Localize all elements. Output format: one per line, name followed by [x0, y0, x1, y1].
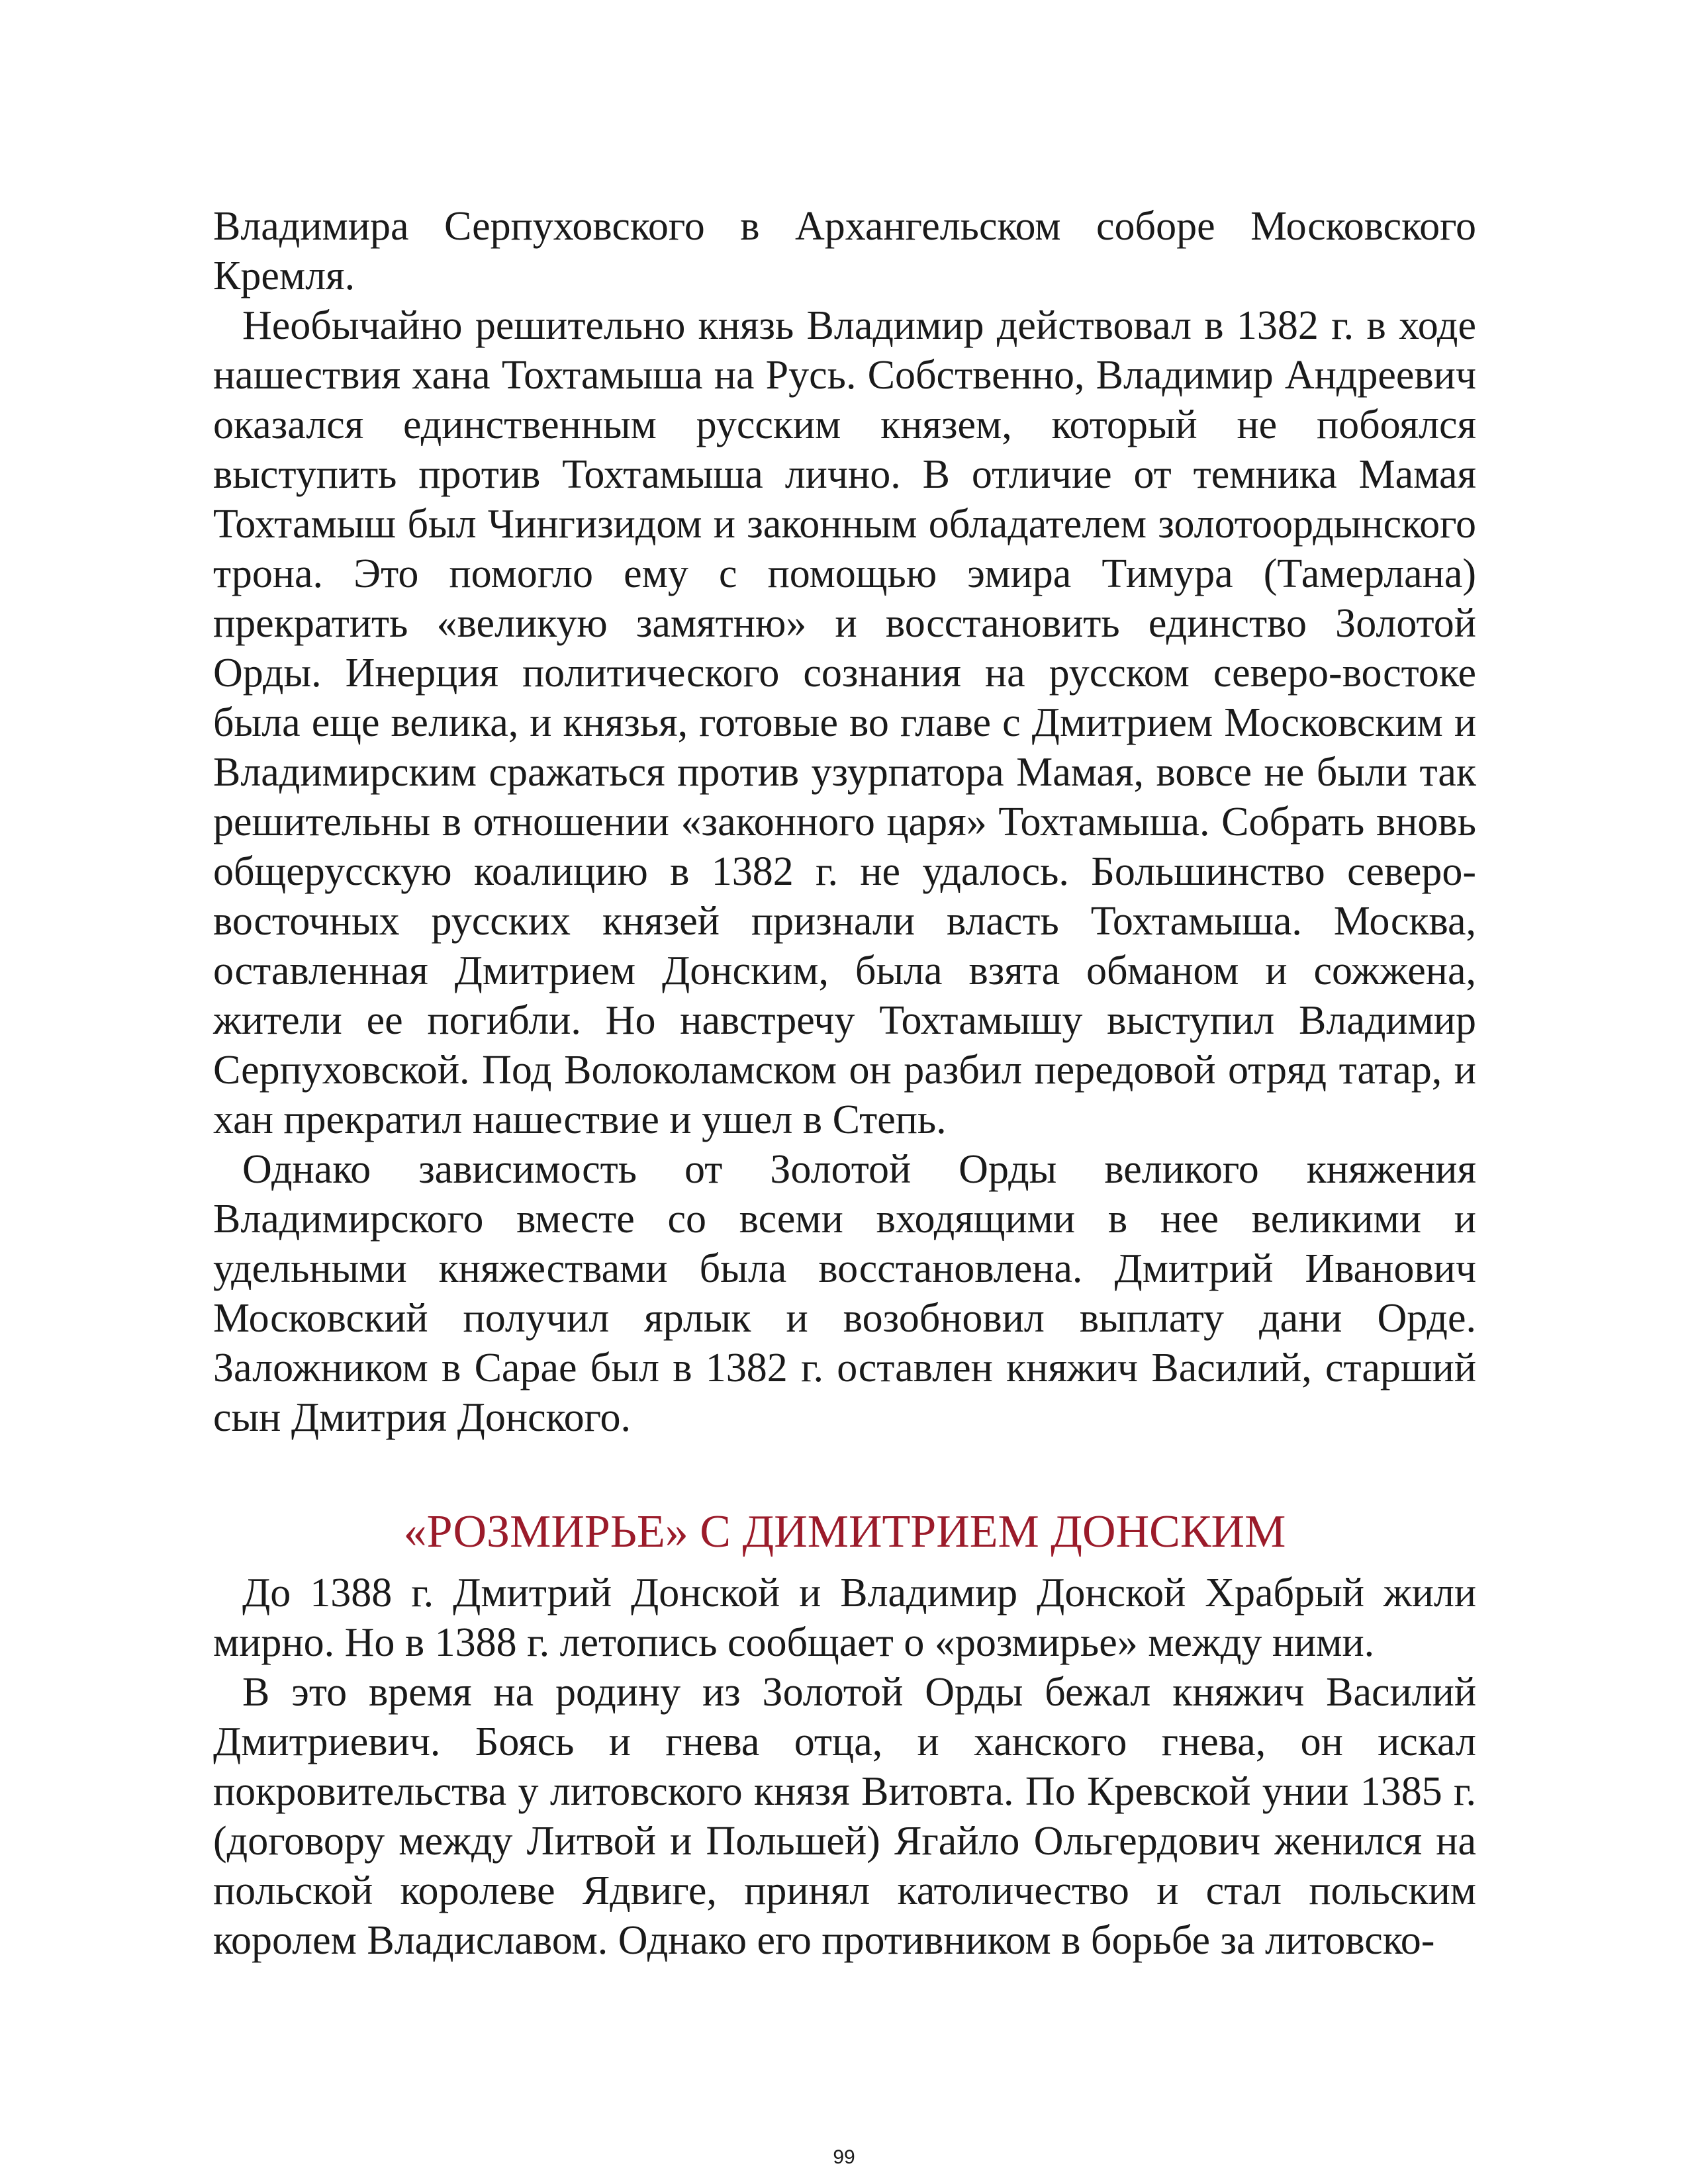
paragraph-continuation: Владимира Серпуховского в Архангельском соборе Московского Кремля.: [213, 204, 1476, 298]
paragraph-rozmirye: До 1388 г. Дмитрий Донской и Владимир Донской Храбрый жили мирно. Но в 1388 г. летопись сообщает о «розмирье» между ними.: [213, 1570, 1476, 1665]
paragraph-vasily-escape: В это время на родину из Золотой Орды бежал княжич Василий Дмитриевич. Боясь и гнева отца, и ханского гнева, он искал покровительства у литовского князя Витовта. По Кревской унии 1385 г. (договору между Литвой и Польшей) Ягайло Ольгердович женился на польской королеве Ядвиге, принял католичество и стал польским королем Владиславом. Однако его противником в борьбе за литовско-: [213, 1670, 1476, 1963]
paragraph-tokhtamysh-invasion: Необычайно решительно князь Владимир действовал в 1382 г. в ходе нашествия хана Тохтамыша на Русь. Собственно, Владимир Андреевич оказался единственным русским князем, который не побоялся выступить против Тохтамыша лично. В отличие от темника Мамая Тохтамыш был Чингизидом и законным обладателем золотоордынского трона. Это помогло ему с помощью эмира Тимура (Тамерлана) прекратить «великую замятню» и восстановить единство Золотой Орды. Инерция политического сознания на русском северо-востоке была еще велика, и князья, готовые во главе с Дмитрием Московским и Владимирским сражаться против узурпатора Мамая, вовсе не были так решительны в отношении «законного царя» Тохтамыша. Собрать вновь общерусскую коалицию в 1382 г. не удалось. Большинство северо-восточных русских князей признали власть Тохтамыша. Москва, оставленная Дмитрием Донским, была взята обманом и сожжена, жители ее погибли. Но навстречу Тохтамышу выступил Владимир Серпуховской. Под Волоколамском он разбил передовой отряд татар, и хан прекратил нашествие и ушел в Степь.: [213, 303, 1476, 1142]
text-block-bottom: [213, 1569, 1476, 1966]
text-block-top: [213, 202, 1476, 1443]
paragraph-horde-dependence: Однако зависимость от Золотой Орды великого княжения Владимирского вместе со всеми входящими в нее великими и удельными княжествами была восстановлена. Дмитрий Иванович Московский получил ярлык и возобновил выплату дани Орде. Заложником в Сарае был в 1382 г. оставлен княжич Василий, старший сын Дмитрия Донского.: [213, 1147, 1476, 1440]
page-number: 99: [833, 2146, 855, 2168]
section-heading: «РОЗМИРЬЕ» С ДИМИТРИЕМ ДОНСКИМ: [403, 1506, 1286, 1557]
